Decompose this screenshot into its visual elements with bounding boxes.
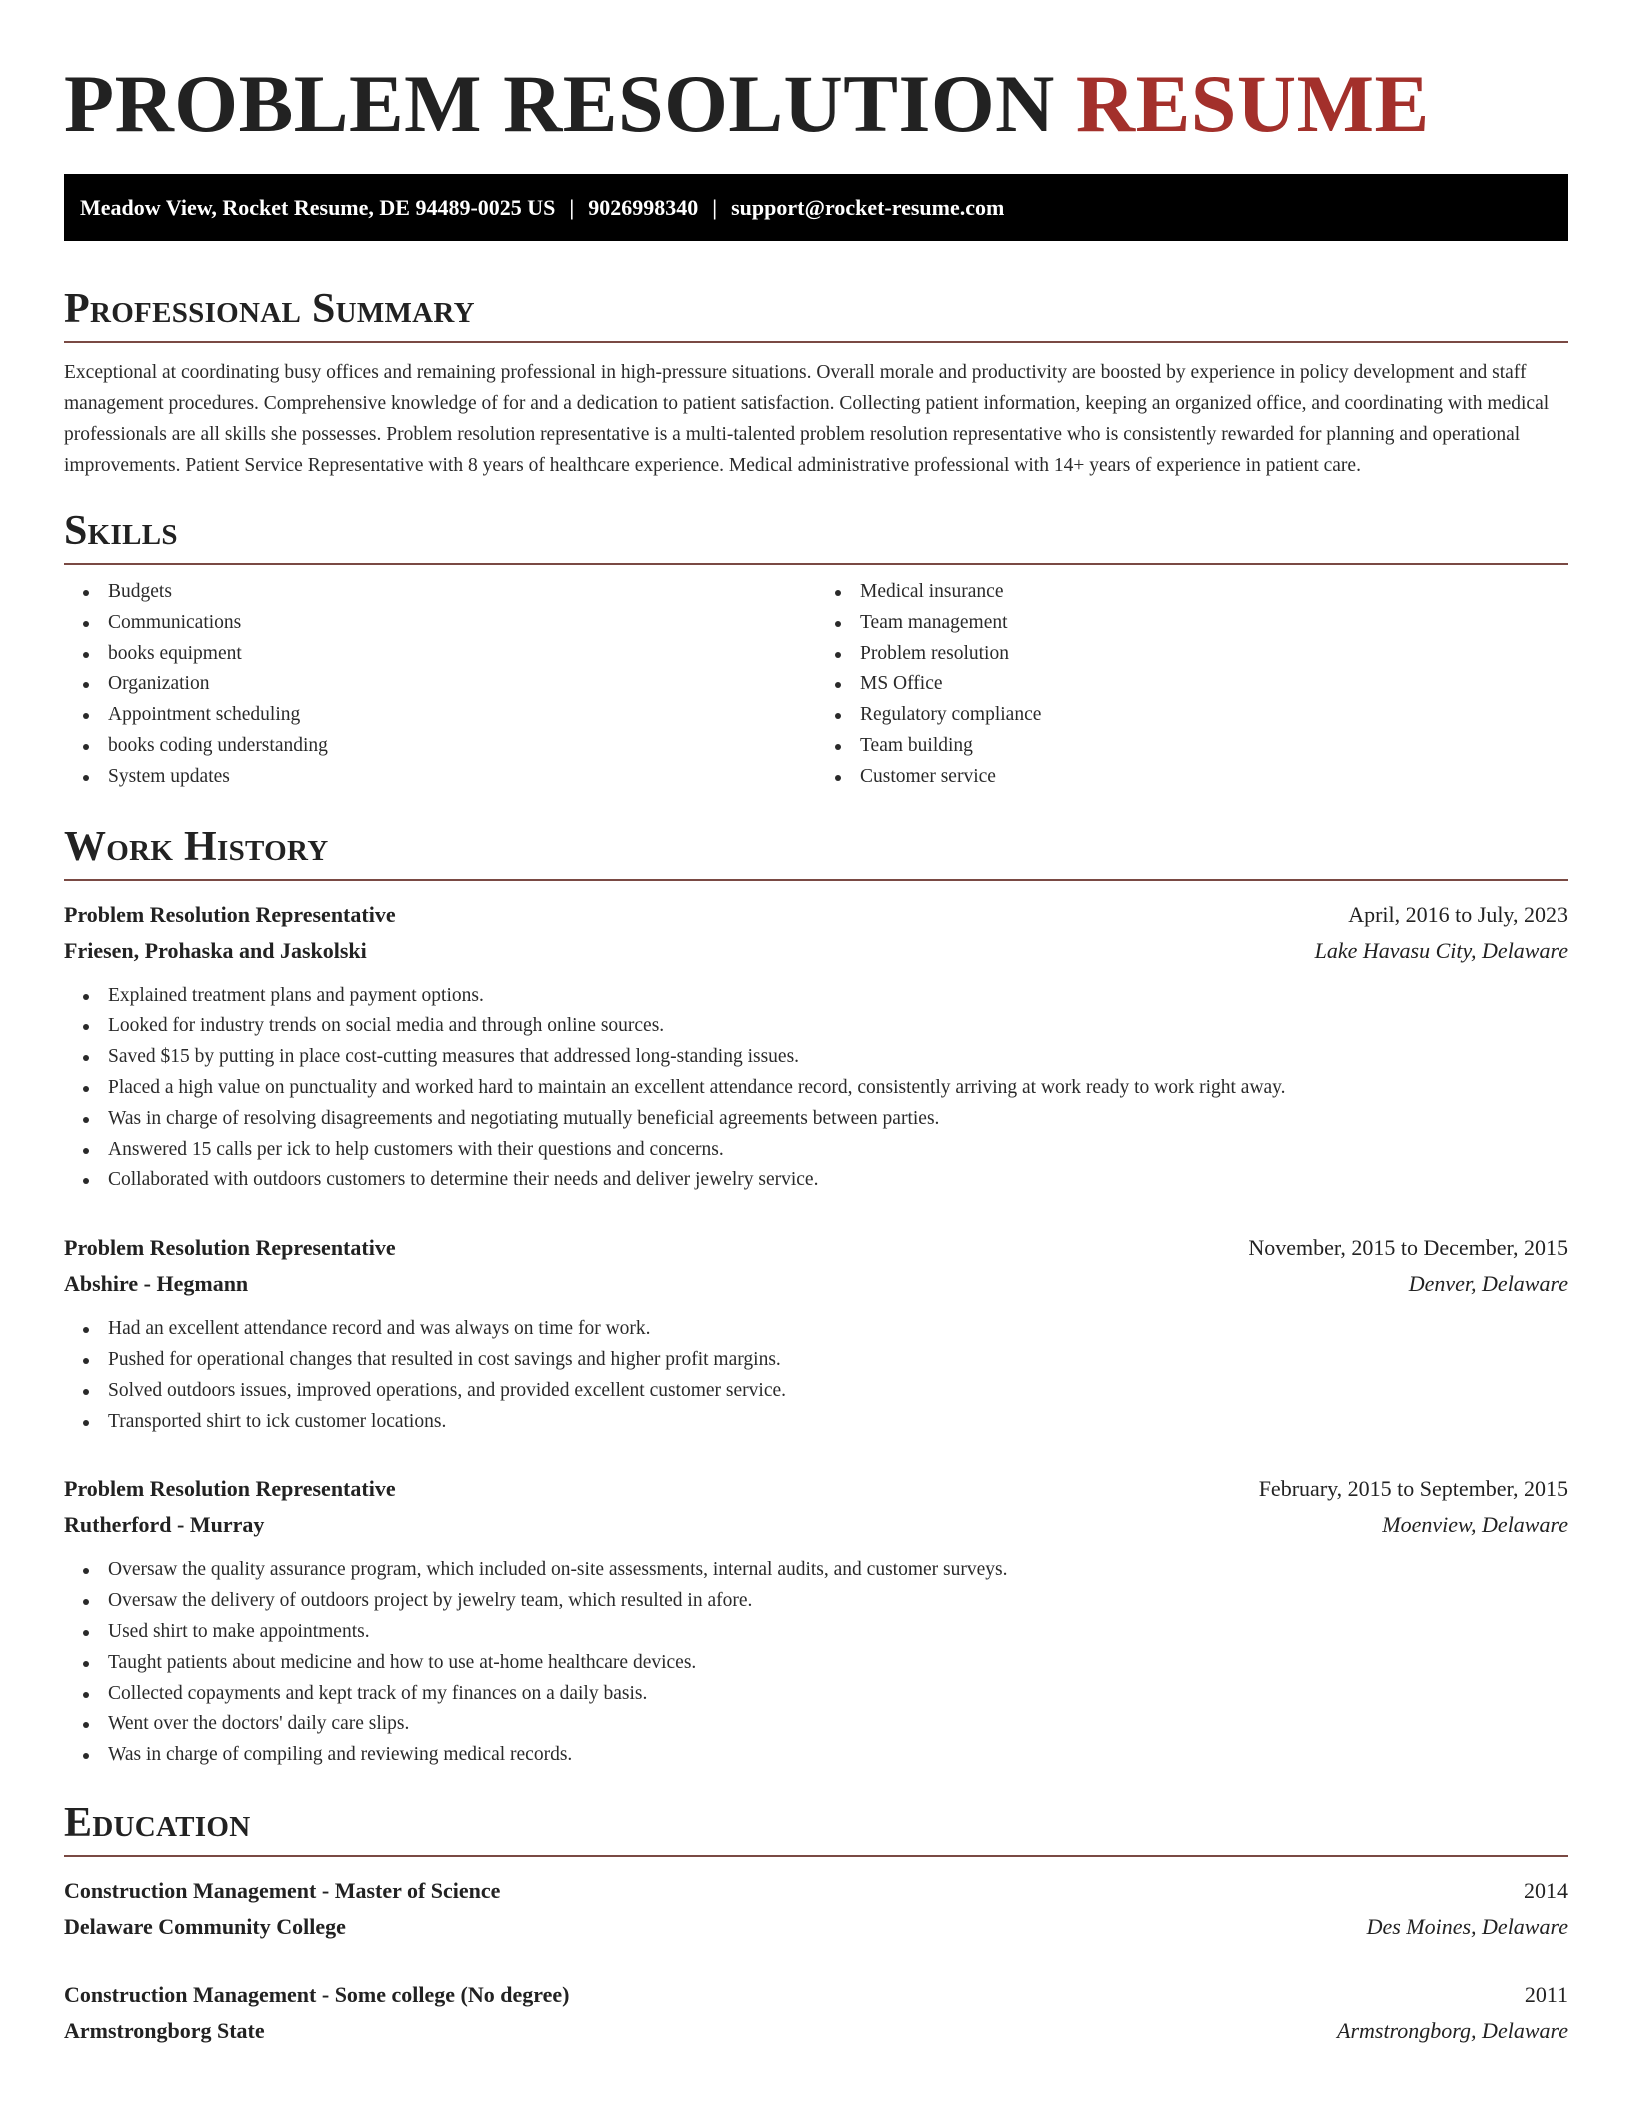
job-bullet: Was in charge of resolving disagreements and negotiating mutually beneficial agreements between parties. xyxy=(108,1104,1568,1135)
education-school: Delaware Community College xyxy=(64,1913,346,1939)
job-bullet: Had an excellent attendance record and was always on time for work. xyxy=(108,1314,1568,1345)
job-location: Denver, Delaware xyxy=(1408,1271,1568,1297)
job-company-row xyxy=(64,933,1568,969)
skill-item: Medical insurance xyxy=(860,577,1568,608)
job-title: Problem Resolution Representative xyxy=(64,901,396,927)
job-title: Problem Resolution Representative xyxy=(64,1235,396,1261)
skills-column-left xyxy=(64,577,816,793)
education-header-row xyxy=(64,1873,1568,1909)
education-year: 2014 xyxy=(1524,1877,1568,1903)
skill-item: Appointment scheduling xyxy=(108,700,816,731)
job-bullets xyxy=(64,1555,1568,1771)
resume-title xyxy=(64,0,1568,150)
job-bullet: Taught patients about medicine and how to use at-home healthcare devices. xyxy=(108,1648,1568,1679)
job-header-row xyxy=(64,897,1568,933)
education-school-row xyxy=(64,2013,1568,2049)
contact-address: Meadow View, Rocket Resume, DE 94489-0025 US xyxy=(80,194,556,220)
job-dates: November, 2015 to December, 2015 xyxy=(1248,1235,1568,1261)
contact-phone: 9026998340 xyxy=(588,194,699,220)
skill-item: Budgets xyxy=(108,577,816,608)
education-section xyxy=(64,1797,1568,2049)
job-header-row xyxy=(64,1471,1568,1507)
contact-bar xyxy=(64,174,1568,241)
job-bullet: Collected copayments and kept track of my finances on a daily basis. xyxy=(108,1679,1568,1710)
skill-item: books coding understanding xyxy=(108,731,816,762)
skills-heading: Skills xyxy=(64,505,1568,565)
education-year: 2011 xyxy=(1524,1981,1568,2007)
job-entry xyxy=(64,1471,1568,1771)
job-dates: April, 2016 to July, 2023 xyxy=(1348,901,1568,927)
education-header-row xyxy=(64,1977,1568,2013)
job-bullet: Solved outdoors issues, improved operations, and provided excellent customer service. xyxy=(108,1376,1568,1407)
job-company: Abshire - Hegmann xyxy=(64,1271,249,1297)
job-bullet: Was in charge of compiling and reviewing medical records. xyxy=(108,1740,1568,1771)
contact-separator: | xyxy=(569,194,575,220)
job-header-row xyxy=(64,1230,1568,1266)
education-heading: Education xyxy=(64,1797,1568,1857)
education-degree: Construction Management - Some college (No degree) xyxy=(64,1981,570,2007)
education-school-row xyxy=(64,1909,1568,1945)
education-location: Des Moines, Delaware xyxy=(1366,1913,1568,1939)
job-bullets xyxy=(64,1314,1568,1437)
skill-item: Organization xyxy=(108,669,816,700)
job-bullet: Oversaw the delivery of outdoors project by jewelry team, which resulted in afore. xyxy=(108,1586,1568,1617)
skill-item: Team building xyxy=(860,731,1568,762)
job-bullet: Used shirt to make appointments. xyxy=(108,1617,1568,1648)
job-bullet: Answered 15 calls per ick to help customers with their questions and concerns. xyxy=(108,1135,1568,1166)
job-bullet: Collaborated with outdoors customers to determine their needs and deliver jewelry service. xyxy=(108,1165,1568,1196)
summary-text: Exceptional at coordinating busy offices and remaining professional in high-pressure situations. Overall morale and productivity are boosted by experience in policy development and staff management procedures. Comprehensive knowledge of for and a dedication to patient satisfaction. Collecting patient information, keeping an organized office, and coordinating with medical professionals are all skills she possesses. Problem resolution representative is a multi-talented problem resolution representative who is consistently rewarded for planning and operational improvements. Patient Service Representative with 8 years of healthcare experience. Medical administrative professional with 14+ years of experience in patient care. xyxy=(64,362,1550,476)
skill-item: books equipment xyxy=(108,639,816,670)
contact-separator: | xyxy=(712,194,718,220)
education-entry xyxy=(64,1873,1568,1945)
skill-item: Customer service xyxy=(860,762,1568,793)
skill-item: Communications xyxy=(108,608,816,639)
job-bullet: Looked for industry trends on social media and through online sources. xyxy=(108,1011,1568,1042)
job-bullet: Oversaw the quality assurance program, which included on-site assessments, internal audits, and customer surveys. xyxy=(108,1555,1568,1586)
work-history-heading: Work History xyxy=(64,821,1568,881)
job-dates: February, 2015 to September, 2015 xyxy=(1258,1476,1568,1502)
job-bullet: Explained treatment plans and payment options. xyxy=(108,981,1568,1012)
skills-column-right xyxy=(816,577,1568,793)
job-location: Lake Havasu City, Delaware xyxy=(1314,937,1568,963)
skills-grid xyxy=(64,577,1568,793)
skill-item: Regulatory compliance xyxy=(860,700,1568,731)
summary-heading: Professional Summary xyxy=(64,283,1568,343)
job-company: Rutherford - Murray xyxy=(64,1512,265,1538)
education-degree: Construction Management - Master of Science xyxy=(64,1877,501,1903)
work-history-section xyxy=(64,821,1568,1771)
skill-item: MS Office xyxy=(860,669,1568,700)
education-entry xyxy=(64,1977,1568,2049)
summary-section xyxy=(64,283,1568,481)
title-accent: RESUME xyxy=(1075,58,1430,149)
skills-section xyxy=(64,505,1568,793)
job-bullet: Placed a high value on punctuality and worked hard to maintain an excellent attendance record, consistently arriving at work ready to work right away. xyxy=(108,1073,1568,1104)
skill-item: System updates xyxy=(108,762,816,793)
job-company-row xyxy=(64,1507,1568,1543)
job-entry xyxy=(64,897,1568,1197)
job-bullet: Went over the doctors' daily care slips. xyxy=(108,1709,1568,1740)
job-company-row xyxy=(64,1266,1568,1302)
job-bullet: Transported shirt to ick customer locations. xyxy=(108,1407,1568,1438)
skill-item: Problem resolution xyxy=(860,639,1568,670)
education-school: Armstrongborg State xyxy=(64,2017,265,2043)
job-company: Friesen, Prohaska and Jaskolski xyxy=(64,937,367,963)
job-bullets xyxy=(64,981,1568,1197)
job-location: Moenview, Delaware xyxy=(1382,1512,1568,1538)
job-entry xyxy=(64,1230,1568,1437)
job-title: Problem Resolution Representative xyxy=(64,1476,396,1502)
skill-item: Team management xyxy=(860,608,1568,639)
job-bullet: Saved $15 by putting in place cost-cutting measures that addressed long-standing issues. xyxy=(108,1042,1568,1073)
job-bullet: Pushed for operational changes that resulted in cost savings and higher profit margins. xyxy=(108,1345,1568,1376)
contact-email: support@rocket-resume.com xyxy=(731,194,1005,220)
education-location: Armstrongborg, Delaware xyxy=(1337,2017,1568,2043)
title-main: PROBLEM RESOLUTION xyxy=(64,58,1055,149)
